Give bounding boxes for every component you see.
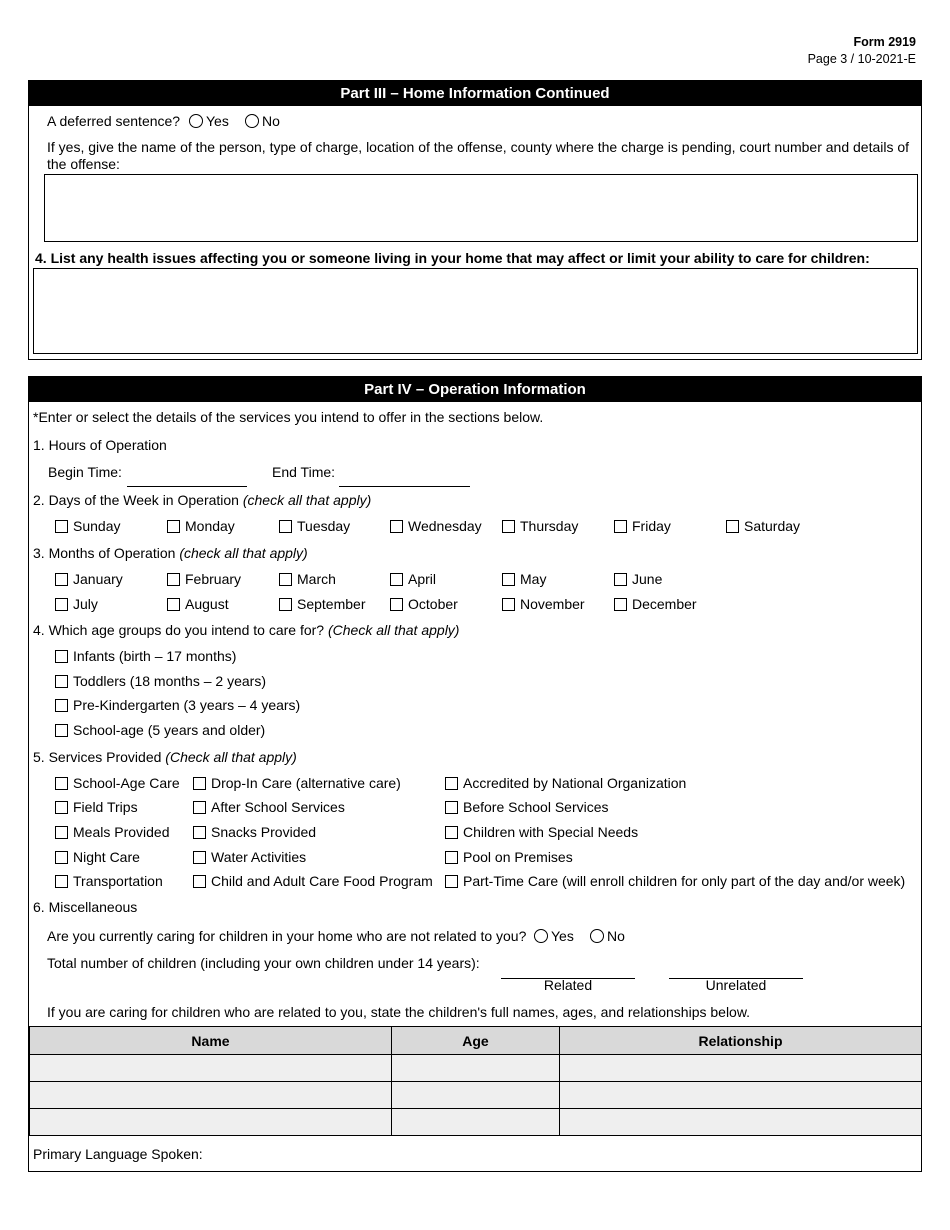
month-march-checkbox[interactable] (279, 573, 292, 586)
end-time-label: End Time: (272, 464, 336, 480)
age-prek-label: Pre-Kindergarten (3 years – 4 years) (73, 697, 301, 713)
page-info: Page 3 / 10-2021-E (807, 52, 916, 66)
service-school-age-care-checkbox[interactable] (55, 777, 68, 790)
service-school-age-care-label: School-Age Care (73, 775, 180, 791)
day-friday-label: Friday (632, 518, 671, 534)
day-friday-checkbox[interactable] (614, 520, 627, 533)
day-tuesday-label: Tuesday (297, 518, 351, 534)
month-july-label: July (73, 596, 98, 612)
month-august-checkbox[interactable] (167, 598, 180, 611)
day-wednesday-checkbox[interactable] (390, 520, 403, 533)
caring-no-radio[interactable] (590, 929, 604, 943)
misc-heading: 6. Miscellaneous (33, 899, 138, 915)
month-october-label: October (408, 596, 458, 612)
month-august-label: August (185, 596, 229, 612)
month-november-label: November (520, 596, 585, 612)
caring-question: Are you currently caring for children in your home who are not related to you? (47, 928, 527, 944)
days-heading (33, 492, 371, 508)
if-yes-instructions: If yes, give the name of the person, type of charge, location of the offense, county where the charge is pending, court number and details of the offense: (47, 139, 910, 172)
age-schoolage-checkbox[interactable] (55, 724, 68, 737)
service-accredited-checkbox[interactable] (445, 777, 458, 790)
month-may-checkbox[interactable] (502, 573, 515, 586)
part4-intro: *Enter or select the details of the services you intend to offer in the sections below. (33, 409, 544, 425)
table-row (30, 1109, 922, 1136)
age-schoolage-label: School-age (5 years and older) (73, 722, 266, 738)
service-drop-in-checkbox[interactable] (193, 777, 206, 790)
age-toddlers-checkbox[interactable] (55, 675, 68, 688)
caring-yes-radio[interactable] (534, 929, 548, 943)
service-before-school-label: Before School Services (463, 799, 609, 815)
months-heading-text: 3. Months of Operation (33, 545, 176, 561)
caring-yes-label: Yes (551, 928, 574, 944)
day-saturday-label: Saturday (744, 518, 801, 534)
month-april-label: April (408, 571, 437, 587)
deferred-yes-label: Yes (206, 113, 229, 129)
services-hint: (Check all that apply) (165, 749, 297, 765)
unrelated-label: Unrelated (705, 977, 767, 993)
name-cell[interactable] (30, 1109, 392, 1136)
services-heading-text: 5. Services Provided (33, 749, 162, 765)
service-field-trips-label: Field Trips (73, 799, 138, 815)
table-header-row (30, 1027, 922, 1055)
name-cell[interactable] (30, 1055, 392, 1082)
month-february-label: February (185, 571, 242, 587)
service-cacfp-label: Child and Adult Care Food Program (211, 873, 433, 889)
begin-time-label: Begin Time: (48, 464, 122, 480)
total-children-label: Total number of children (including your own children under 14 years): (47, 955, 480, 971)
service-transportation-label: Transportation (73, 873, 163, 889)
service-snacks-label: Snacks Provided (211, 824, 317, 840)
day-sunday-checkbox[interactable] (55, 520, 68, 533)
hours-heading: 1. Hours of Operation (33, 437, 167, 453)
relationship-cell[interactable] (560, 1055, 922, 1082)
service-after-school-checkbox[interactable] (193, 801, 206, 814)
service-night-care-label: Night Care (73, 849, 140, 865)
service-water-activities-label: Water Activities (211, 849, 307, 865)
age-column-header: Age (392, 1027, 560, 1055)
month-may-label: May (520, 571, 547, 587)
service-meals-label: Meals Provided (73, 824, 170, 840)
age-toddlers-label: Toddlers (18 months – 2 years) (73, 673, 266, 689)
age-infants-label: Infants (birth – 17 months) (73, 648, 237, 664)
service-night-care-checkbox[interactable] (55, 851, 68, 864)
month-april-checkbox[interactable] (390, 573, 403, 586)
offense-details-textarea[interactable] (44, 174, 918, 242)
part4-title: Part IV – Operation Information (29, 377, 921, 402)
name-column-header: Name (30, 1027, 392, 1055)
service-pool-label: Pool on Premises (463, 849, 573, 865)
service-cacfp-checkbox[interactable] (193, 875, 206, 888)
day-sunday-label: Sunday (73, 518, 121, 534)
deferred-no-radio[interactable] (245, 114, 259, 128)
day-wednesday-label: Wednesday (408, 518, 482, 534)
day-thursday-label: Thursday (520, 518, 579, 534)
month-october-checkbox[interactable] (390, 598, 403, 611)
service-water-activities-checkbox[interactable] (193, 851, 206, 864)
day-tuesday-checkbox[interactable] (279, 520, 292, 533)
month-february-checkbox[interactable] (167, 573, 180, 586)
age-cell[interactable] (392, 1082, 560, 1109)
deferred-no-label: No (262, 113, 280, 129)
day-saturday-checkbox[interactable] (726, 520, 739, 533)
health-issues-textarea[interactable] (33, 268, 918, 354)
related-label: Related (543, 977, 593, 993)
service-part-time-label: Part-Time Care (will enroll children for only part of the day and/or week) (463, 873, 906, 889)
service-part-time-checkbox[interactable] (445, 875, 458, 888)
end-time-input[interactable] (339, 486, 470, 487)
caring-no-label: No (607, 928, 625, 944)
service-accredited-label: Accredited by National Organization (463, 775, 687, 791)
service-special-needs-checkbox[interactable] (445, 826, 458, 839)
service-drop-in-label: Drop-In Care (alternative care) (211, 775, 401, 791)
service-field-trips-checkbox[interactable] (55, 801, 68, 814)
age-prek-checkbox[interactable] (55, 699, 68, 712)
service-after-school-label: After School Services (211, 799, 345, 815)
months-heading (33, 545, 308, 561)
month-july-checkbox[interactable] (55, 598, 68, 611)
name-cell[interactable] (30, 1082, 392, 1109)
month-march-label: March (297, 571, 336, 587)
days-hint: (check all that apply) (242, 492, 372, 508)
deferred-question: A deferred sentence? (47, 113, 181, 129)
month-june-label: June (632, 571, 663, 587)
table-row (30, 1082, 922, 1109)
relationship-cell[interactable] (560, 1082, 922, 1109)
relationship-column-header: Relationship (560, 1027, 922, 1055)
month-september-label: September (297, 596, 366, 612)
related-children-table (29, 1026, 922, 1136)
service-special-needs-label: Children with Special Needs (463, 824, 639, 840)
form-number: Form 2919 (853, 35, 916, 49)
month-december-checkbox[interactable] (614, 598, 627, 611)
ages-heading (33, 622, 459, 638)
service-before-school-checkbox[interactable] (445, 801, 458, 814)
begin-time-input[interactable] (127, 486, 247, 487)
day-monday-checkbox[interactable] (167, 520, 180, 533)
service-meals-checkbox[interactable] (55, 826, 68, 839)
related-instructions: If you are caring for children who are related to you, state the children's full names, ages, and relationships below. (47, 1004, 751, 1020)
ages-heading-text: 4. Which age groups do you intend to care for? (33, 622, 325, 638)
age-cell[interactable] (392, 1055, 560, 1082)
services-heading (33, 749, 297, 765)
month-january-checkbox[interactable] (55, 573, 68, 586)
day-monday-label: Monday (185, 518, 235, 534)
month-november-checkbox[interactable] (502, 598, 515, 611)
service-pool-checkbox[interactable] (445, 851, 458, 864)
month-june-checkbox[interactable] (614, 573, 627, 586)
age-cell[interactable] (392, 1109, 560, 1136)
service-snacks-checkbox[interactable] (193, 826, 206, 839)
months-hint: (check all that apply) (179, 545, 308, 561)
month-september-checkbox[interactable] (279, 598, 292, 611)
table-row (30, 1055, 922, 1082)
part3-title: Part III – Home Information Continued (29, 81, 921, 106)
age-infants-checkbox[interactable] (55, 650, 68, 663)
relationship-cell[interactable] (560, 1109, 922, 1136)
ages-hint: (Check all that apply) (327, 622, 460, 638)
health-question: 4. List any health issues affecting you or someone living in your home that may affect or limit your ability to care for children: (35, 250, 870, 266)
primary-language-label: Primary Language Spoken: (33, 1146, 203, 1162)
days-heading-text: 2. Days of the Week in Operation (33, 492, 239, 508)
month-january-label: January (73, 571, 123, 587)
deferred-yes-radio[interactable] (189, 114, 203, 128)
day-thursday-checkbox[interactable] (502, 520, 515, 533)
month-december-label: December (632, 596, 697, 612)
service-transportation-checkbox[interactable] (55, 875, 68, 888)
primary-language-input[interactable] (210, 1142, 910, 1166)
